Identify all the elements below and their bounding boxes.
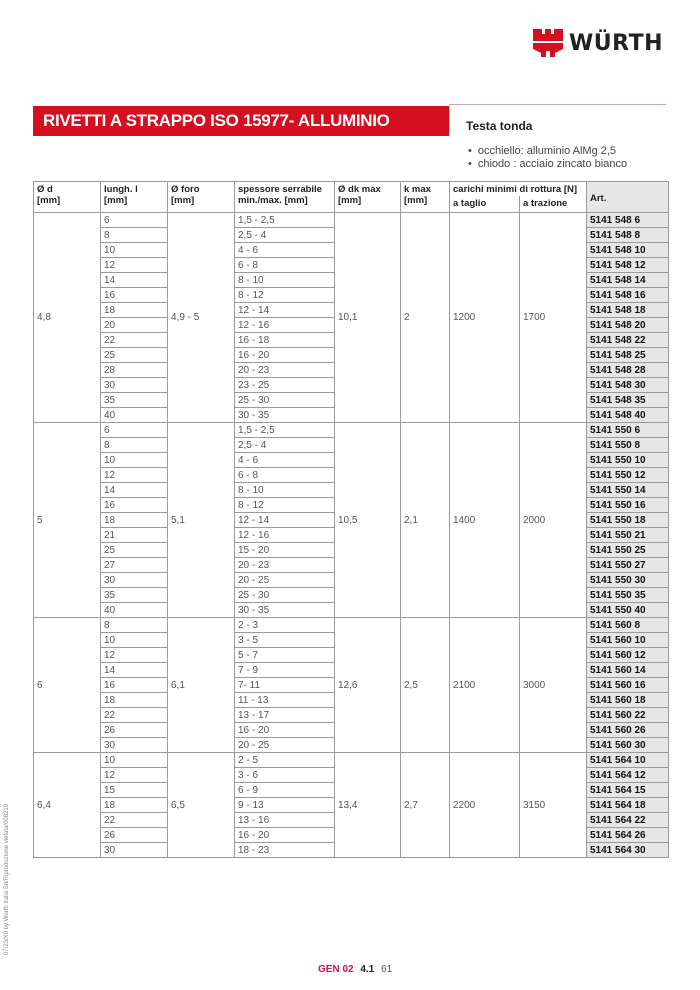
cell-k: 2,5: [401, 618, 450, 753]
header-grip: spessore serrabile min./max. [mm]: [235, 182, 335, 213]
cell-length: 18: [101, 513, 168, 528]
cell-grip-range: 6 - 9: [235, 783, 335, 798]
cell-tensile: 2000: [520, 423, 587, 618]
cell-length: 16: [101, 498, 168, 513]
cell-length: 12: [101, 468, 168, 483]
cell-grip-range: 20 - 23: [235, 363, 335, 378]
cell-article: 5141 564 18: [587, 798, 669, 813]
cell-grip-range: 16 - 18: [235, 333, 335, 348]
cell-grip-range: 13 - 17: [235, 708, 335, 723]
cell-hole: 5,1: [168, 423, 235, 618]
cell-grip-range: 5 - 7: [235, 648, 335, 663]
header-dk: Ø dk max [mm]: [335, 182, 401, 213]
cell-dk: 13,4: [335, 753, 401, 858]
header-loads: carichi minimi di rottura [N]: [450, 182, 587, 197]
cell-length: 8: [101, 228, 168, 243]
cell-article: 5141 548 18: [587, 303, 669, 318]
cell-length: 22: [101, 708, 168, 723]
cell-dk: 10,1: [335, 213, 401, 423]
cell-grip-range: 20 - 23: [235, 558, 335, 573]
cell-length: 8: [101, 438, 168, 453]
cell-article: 5141 564 26: [587, 828, 669, 843]
cell-article: 5141 560 8: [587, 618, 669, 633]
title-divider-vertical: [449, 104, 450, 136]
cell-grip-range: 8 - 12: [235, 288, 335, 303]
cell-article: 5141 550 16: [587, 498, 669, 513]
material-item: • chiodo : acciaio zincato bianco: [468, 158, 627, 171]
cell-article: 5141 548 25: [587, 348, 669, 363]
cell-dk: 10,5: [335, 423, 401, 618]
cell-grip-range: 2,5 - 4: [235, 228, 335, 243]
cell-article: 5141 550 25: [587, 543, 669, 558]
cell-article: 5141 548 22: [587, 333, 669, 348]
cell-length: 25: [101, 348, 168, 363]
table-row: [34, 213, 669, 228]
cell-shear: 1200: [450, 213, 520, 423]
cell-article: 5141 550 12: [587, 468, 669, 483]
cell-article: 5141 550 14: [587, 483, 669, 498]
spec-table: [33, 181, 669, 858]
cell-article: 5141 550 8: [587, 438, 669, 453]
cell-length: 35: [101, 588, 168, 603]
cell-diameter: 5: [34, 423, 101, 618]
cell-grip-range: 12 - 14: [235, 513, 335, 528]
header-length: lungh. l [mm]: [101, 182, 168, 213]
cell-grip-range: 4 - 6: [235, 243, 335, 258]
header-k: k max [mm]: [401, 182, 450, 213]
cell-grip-range: 30 - 35: [235, 408, 335, 423]
cell-grip-range: 16 - 20: [235, 828, 335, 843]
cell-length: 16: [101, 288, 168, 303]
cell-article: 5141 550 30: [587, 573, 669, 588]
cell-length: 12: [101, 768, 168, 783]
cell-article: 5141 548 10: [587, 243, 669, 258]
cell-article: 5141 560 30: [587, 738, 669, 753]
cell-article: 5141 560 10: [587, 633, 669, 648]
cell-article: 5141 548 8: [587, 228, 669, 243]
header-hole: Ø foro [mm]: [168, 182, 235, 213]
wurth-logo: [533, 29, 663, 57]
cell-grip-range: 8 - 10: [235, 273, 335, 288]
cell-article: 5141 550 40: [587, 603, 669, 618]
cell-diameter: 4,8: [34, 213, 101, 423]
header-art: Art.: [587, 182, 669, 213]
cell-grip-range: 7- 11: [235, 678, 335, 693]
cell-length: 27: [101, 558, 168, 573]
cell-grip-range: 16 - 20: [235, 348, 335, 363]
cell-article: 5141 550 6: [587, 423, 669, 438]
table-row: [34, 423, 669, 438]
cell-length: 30: [101, 738, 168, 753]
cell-article: 5141 550 18: [587, 513, 669, 528]
cell-length: 40: [101, 603, 168, 618]
material-list: [468, 145, 627, 171]
header-tensile: a trazione: [520, 196, 587, 213]
cell-grip-range: 7 - 9: [235, 663, 335, 678]
cell-diameter: 6: [34, 618, 101, 753]
page-number: 61: [381, 964, 393, 975]
cell-article: 5141 550 21: [587, 528, 669, 543]
cell-length: 35: [101, 393, 168, 408]
cell-grip-range: 25 - 30: [235, 588, 335, 603]
cell-grip-range: 15 - 20: [235, 543, 335, 558]
cell-length: 21: [101, 528, 168, 543]
table-row: [34, 618, 669, 633]
cell-article: 5141 560 16: [587, 678, 669, 693]
cell-grip-range: 8 - 10: [235, 483, 335, 498]
page-title: RIVETTI A STRAPPO ISO 15977- ALLUMINIO: [33, 106, 449, 136]
cell-grip-range: 2,5 - 4: [235, 438, 335, 453]
wurth-logo-mark-icon: [533, 29, 563, 57]
cell-article: 5141 548 12: [587, 258, 669, 273]
cell-grip-range: 16 - 20: [235, 723, 335, 738]
cell-k: 2,7: [401, 753, 450, 858]
cell-grip-range: 18 - 23: [235, 843, 335, 858]
cell-article: 5141 548 20: [587, 318, 669, 333]
cell-hole: 4,9 - 5: [168, 213, 235, 423]
table-row: [34, 753, 669, 768]
cell-length: 30: [101, 573, 168, 588]
cell-length: 30: [101, 378, 168, 393]
cell-grip-range: 1,5 - 2,5: [235, 213, 335, 228]
cell-grip-range: 20 - 25: [235, 573, 335, 588]
cell-grip-range: 4 - 6: [235, 453, 335, 468]
cell-length: 10: [101, 453, 168, 468]
cell-grip-range: 12 - 16: [235, 318, 335, 333]
cell-length: 20: [101, 318, 168, 333]
copyright-note: 07/23/X0 by Würth Italia Srl/Riproduzione vietata/008219: [4, 803, 10, 955]
cell-length: 10: [101, 243, 168, 258]
cell-length: 14: [101, 663, 168, 678]
cell-k: 2,1: [401, 423, 450, 618]
cell-hole: 6,5: [168, 753, 235, 858]
cell-length: 14: [101, 273, 168, 288]
cell-article: 5141 560 12: [587, 648, 669, 663]
cell-grip-range: 3 - 6: [235, 768, 335, 783]
cell-dk: 12,6: [335, 618, 401, 753]
cell-article: 5141 564 30: [587, 843, 669, 858]
cell-length: 26: [101, 723, 168, 738]
cell-grip-range: 23 - 25: [235, 378, 335, 393]
cell-shear: 1400: [450, 423, 520, 618]
cell-article: 5141 560 18: [587, 693, 669, 708]
cell-grip-range: 12 - 16: [235, 528, 335, 543]
cell-article: 5141 548 6: [587, 213, 669, 228]
cell-article: 5141 548 30: [587, 378, 669, 393]
cell-length: 10: [101, 633, 168, 648]
cell-article: 5141 564 12: [587, 768, 669, 783]
cell-length: 6: [101, 213, 168, 228]
cell-tensile: 3150: [520, 753, 587, 858]
cell-length: 18: [101, 303, 168, 318]
cell-length: 22: [101, 333, 168, 348]
cell-article: 5141 560 14: [587, 663, 669, 678]
cell-grip-range: 25 - 30: [235, 393, 335, 408]
cell-grip-range: 2 - 5: [235, 753, 335, 768]
cell-length: 18: [101, 798, 168, 813]
cell-length: 15: [101, 783, 168, 798]
cell-article: 5141 550 27: [587, 558, 669, 573]
cell-length: 18: [101, 693, 168, 708]
cell-article: 5141 564 22: [587, 813, 669, 828]
cell-length: 16: [101, 678, 168, 693]
cell-article: 5141 548 28: [587, 363, 669, 378]
cell-k: 2: [401, 213, 450, 423]
cell-length: 14: [101, 483, 168, 498]
cell-grip-range: 1,5 - 2,5: [235, 423, 335, 438]
cell-article: 5141 560 26: [587, 723, 669, 738]
footer-section: 4.1: [360, 964, 375, 975]
cell-length: 26: [101, 828, 168, 843]
cell-hole: 6,1: [168, 618, 235, 753]
cell-article: 5141 564 15: [587, 783, 669, 798]
cell-article: 5141 560 22: [587, 708, 669, 723]
cell-grip-range: 30 - 35: [235, 603, 335, 618]
cell-grip-range: 8 - 12: [235, 498, 335, 513]
cell-tensile: 3000: [520, 618, 587, 753]
cell-shear: 2200: [450, 753, 520, 858]
cell-article: 5141 548 16: [587, 288, 669, 303]
cell-shear: 2100: [450, 618, 520, 753]
cell-article: 5141 548 35: [587, 393, 669, 408]
cell-diameter: 6,4: [34, 753, 101, 858]
cell-length: 6: [101, 423, 168, 438]
cell-grip-range: 11 - 13: [235, 693, 335, 708]
cell-length: 8: [101, 618, 168, 633]
cell-article: 5141 564 10: [587, 753, 669, 768]
page-footer: [318, 964, 392, 975]
cell-grip-range: 6 - 8: [235, 258, 335, 273]
cell-grip-range: 2 - 3: [235, 618, 335, 633]
cell-grip-range: 20 - 25: [235, 738, 335, 753]
cell-grip-range: 13 - 16: [235, 813, 335, 828]
cell-length: 12: [101, 648, 168, 663]
header-shear: a taglio: [450, 196, 520, 213]
product-subtitle: Testa tonda: [466, 119, 533, 133]
brand-name: WÜRTH: [569, 30, 664, 56]
cell-length: 10: [101, 753, 168, 768]
footer-catalog: GEN 02: [318, 964, 354, 975]
cell-grip-range: 9 - 13: [235, 798, 335, 813]
cell-article: 5141 548 40: [587, 408, 669, 423]
cell-length: 28: [101, 363, 168, 378]
cell-length: 30: [101, 843, 168, 858]
cell-grip-range: 3 - 5: [235, 633, 335, 648]
cell-length: 12: [101, 258, 168, 273]
title-divider: [449, 104, 666, 105]
cell-grip-range: 6 - 8: [235, 468, 335, 483]
cell-length: 22: [101, 813, 168, 828]
material-item: • occhiello: alluminio AlMg 2,5: [468, 145, 627, 158]
cell-tensile: 1700: [520, 213, 587, 423]
header-d: Ø d [mm]: [34, 182, 101, 213]
cell-length: 25: [101, 543, 168, 558]
cell-article: 5141 550 10: [587, 453, 669, 468]
cell-article: 5141 550 35: [587, 588, 669, 603]
cell-article: 5141 548 14: [587, 273, 669, 288]
cell-grip-range: 12 - 14: [235, 303, 335, 318]
cell-length: 40: [101, 408, 168, 423]
